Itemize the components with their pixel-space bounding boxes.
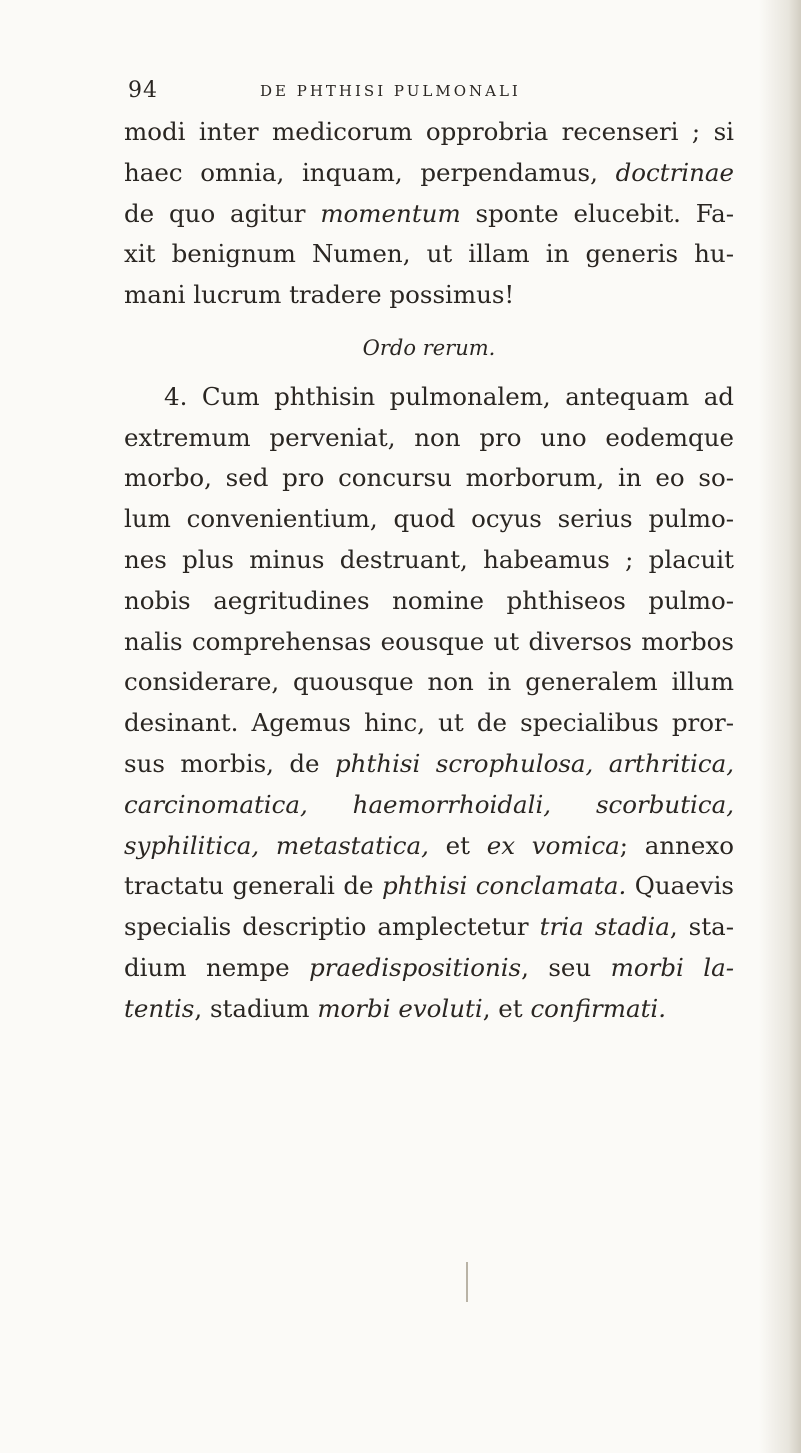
- text-line: [124, 662, 734, 703]
- text-line: [124, 989, 734, 1030]
- text-span: specialis descriptio amplectetur: [124, 912, 529, 942]
- text-span: modi inter medicorum opprobria recenseri ; si: [124, 117, 734, 146]
- text-span: Quaevis: [634, 871, 734, 901]
- text-line: [124, 948, 734, 989]
- italic-term: tria stadia: [539, 912, 670, 942]
- text-span: morbo, sed pro concursu morborum, in eo so-: [124, 463, 734, 493]
- text-line: [124, 703, 734, 744]
- italic-term: carcinomatica, haemorrhoidali, scorbutica,: [124, 789, 734, 819]
- text-span: et: [445, 830, 471, 860]
- text-span: extremum perveniat, non pro uno eodemque: [124, 422, 734, 452]
- text-block: [124, 112, 734, 1030]
- italic-term: ex vomica: [486, 830, 620, 860]
- text-span: , seu: [521, 952, 592, 982]
- text-line: [124, 866, 734, 907]
- text-span: 4. Cum phthisin pulmonalem, antequam ad: [164, 381, 734, 411]
- text-span: mani lucrum tradere possimus!: [124, 280, 515, 310]
- text-line: [124, 377, 734, 418]
- text-line: [124, 785, 734, 826]
- text-span: , et: [482, 993, 523, 1023]
- text-span: considerare, quousque non in generalem illum: [124, 667, 734, 697]
- italic-term: phthisi conclamata.: [382, 871, 627, 901]
- text-span: , stadium: [194, 993, 310, 1023]
- text-line: [124, 622, 734, 663]
- page-number: 94: [128, 78, 158, 103]
- text-span: dium nempe: [124, 952, 290, 982]
- text-line: [124, 581, 734, 622]
- text-span: ; annexo: [619, 830, 734, 860]
- italic-term: morbi la-: [610, 952, 734, 982]
- text-span: , sta-: [669, 912, 734, 942]
- text-span: nes plus minus destruant, habeamus ; placuit: [124, 544, 734, 574]
- ink-mark: [466, 1262, 468, 1302]
- page-edge-shadow: [759, 0, 801, 1453]
- text-line: [124, 907, 734, 948]
- italic-term: praedispositionis: [309, 952, 522, 982]
- text-span: lum convenientium, quod ocyus serius pulmo-: [124, 504, 734, 534]
- text-span: haec omnia, inquam, perpendamus,: [124, 157, 598, 187]
- text-span: nalis comprehensas eousque ut diversos morbos: [124, 626, 734, 656]
- section-heading: Ordo rerum.: [362, 335, 496, 360]
- text-line: [124, 112, 734, 153]
- text-line: [124, 458, 734, 499]
- page-header: [128, 78, 648, 106]
- text-span: desinant. Agemus hinc, ut de specialibus pror-: [124, 708, 734, 738]
- text-span: nobis aegritudines nomine phthiseos pulmo-: [124, 585, 734, 615]
- italic-term: doctrinae: [615, 157, 734, 187]
- italic-term: confirmati.: [530, 993, 667, 1023]
- text-span: xit benignum Numen, ut illam in generis hu-: [124, 239, 734, 269]
- text-span: tractatu generali de: [124, 871, 374, 901]
- italic-term: phthisi scrophulosa, arthritica,: [334, 748, 735, 778]
- italic-term: tentis: [124, 993, 195, 1023]
- italic-term: momentum: [320, 198, 461, 228]
- text-line: [124, 153, 734, 194]
- italic-term: syphilitica, metastatica,: [124, 830, 429, 860]
- text-span: de quo agitur: [124, 198, 306, 228]
- text-span: sus morbis, de: [124, 748, 320, 778]
- text-line: [124, 744, 734, 785]
- text-line: [124, 194, 734, 235]
- text-span: sponte elucebit. Fa-: [475, 198, 734, 228]
- text-line: [124, 499, 734, 540]
- text-line: [124, 418, 734, 459]
- text-line: [124, 234, 734, 275]
- text-line: [124, 826, 734, 867]
- italic-term: morbi evoluti: [317, 993, 483, 1023]
- text-line: [124, 540, 734, 581]
- running-head: DE PHTHISI PULMONALI: [260, 82, 521, 100]
- text-line: [124, 275, 734, 316]
